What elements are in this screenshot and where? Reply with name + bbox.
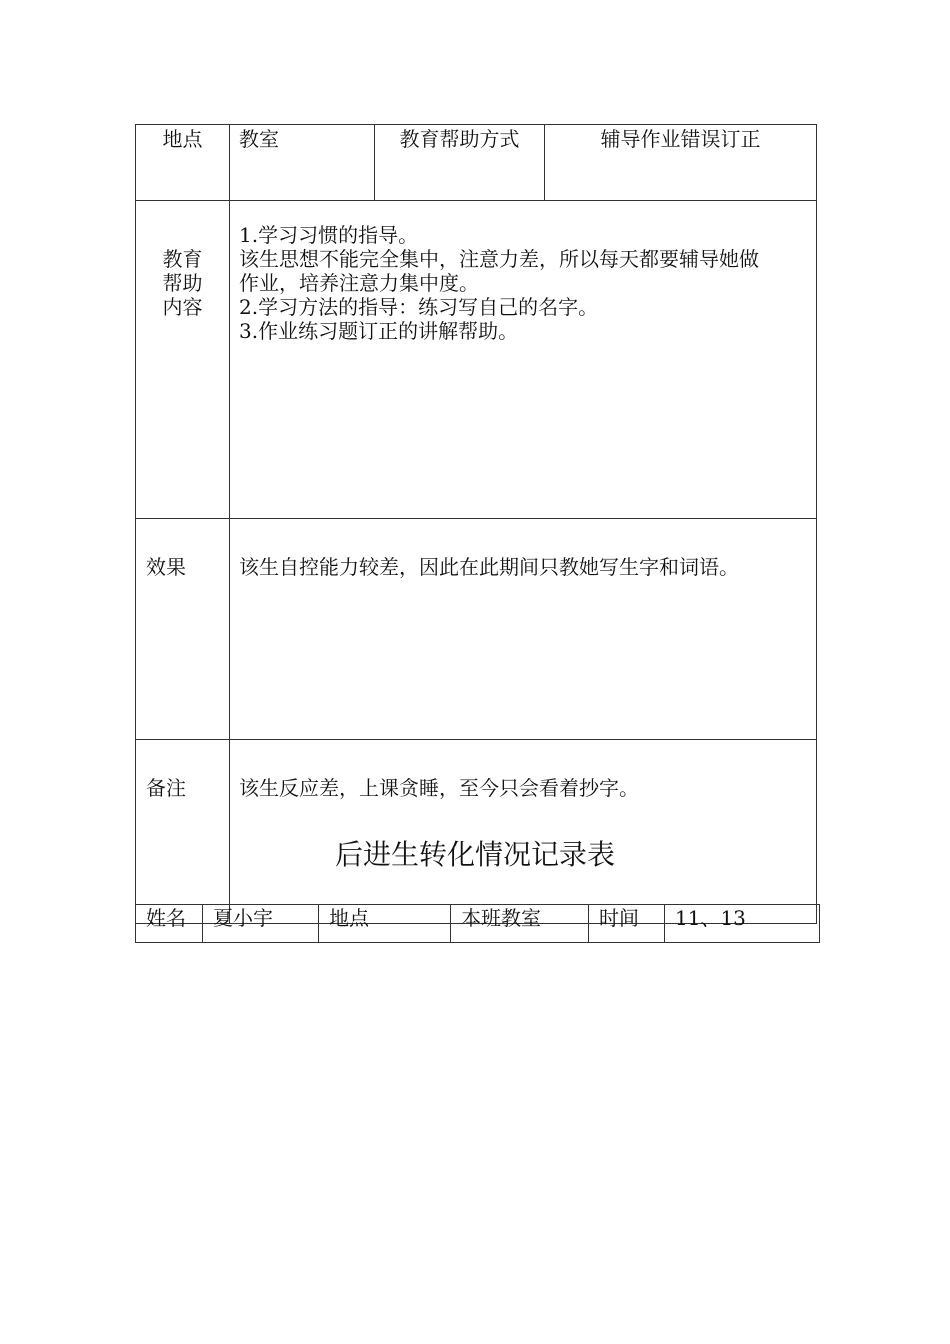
method-value: 辅导作业错误订正 [545,125,817,201]
content-line: 3.作业练习题订正的讲解帮助。 [239,319,519,343]
content-label-line: 帮助 [162,271,203,295]
method-label: 教育帮助方式 [375,125,545,201]
content-value [230,201,817,519]
location-row [136,125,817,201]
content-line: 作业，培养注意力集中度。 [239,271,479,295]
notes-row [136,740,817,924]
record-table [135,124,817,924]
effect-value: 该生自控能力较差，因此在此期间只教她写生字和词语。 [230,519,817,740]
student-info-table [135,904,820,943]
content-line: 2.学习方法的指导：练习写自己的名字。 [239,295,599,319]
content-label [136,201,230,519]
time-value: 11、13 [665,905,820,943]
effect-row [136,519,817,740]
time-label: 时间 [589,905,665,943]
name-label: 姓名 [136,905,203,943]
location-value: 教室 [230,125,375,201]
content-line: 1.学习习惯的指导。 [239,223,419,247]
content-label-line: 教育 [162,247,203,271]
student-info-row [136,905,820,943]
notes-label: 备注 [136,740,230,924]
content-row [136,201,817,519]
location-label: 地点 [136,125,230,201]
location-value: 本班教室 [451,905,589,943]
effect-label: 效果 [136,519,230,740]
content-line: 该生思想不能完全集中，注意力差，所以每天都要辅导她做 [239,247,759,271]
location-label: 地点 [319,905,451,943]
content-label-line: 内容 [162,295,203,319]
record-title: 后进生转化情况记录表 [334,838,615,871]
name-value: 夏小宇 [203,905,319,943]
notes-value: 该生反应差，上课贪睡，至今只会看着抄字。 [230,740,817,924]
